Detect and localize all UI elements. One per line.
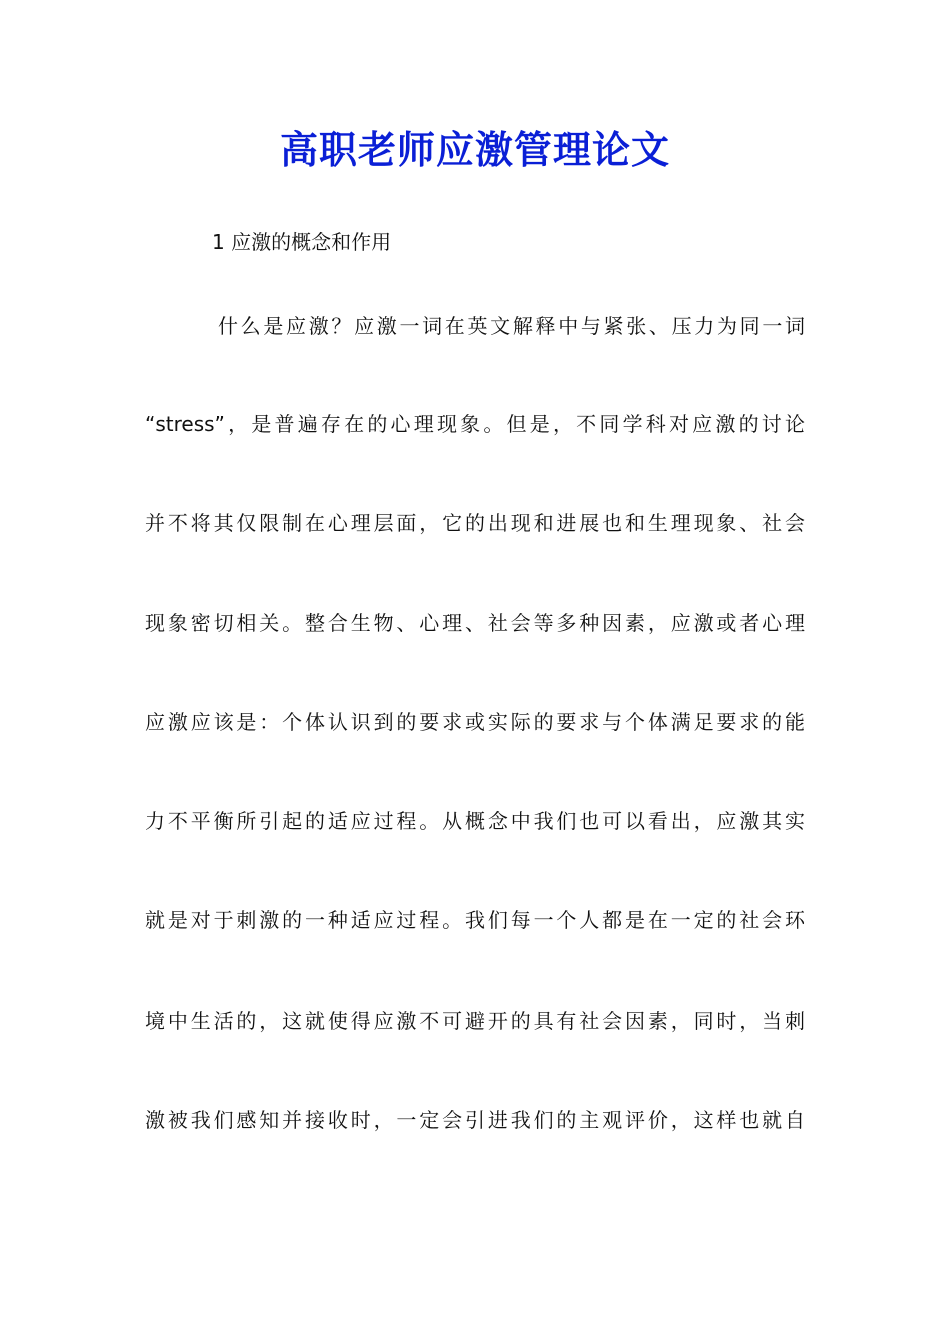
section-heading: 1 应激的概念和作用 xyxy=(212,230,392,254)
paragraph-line: “stress”，是普遍存在的心理现象。但是，不同学科对应激的讨论 xyxy=(145,412,805,436)
paragraph-line: 现象密切相关。整合生物、心理、社会等多种因素，应激或者心理 xyxy=(145,611,805,635)
paragraph-line: 力不平衡所引起的适应过程。从概念中我们也可以看出，应激其实 xyxy=(145,809,805,833)
paragraph-line: 并不将其仅限制在心理层面，它的出现和进展也和生理现象、社会 xyxy=(145,511,805,535)
paragraph-line: 激被我们感知并接收时，一定会引进我们的主观评价，这样也就自 xyxy=(145,1108,805,1132)
paragraph-line: 境中生活的，这就使得应激不可避开的具有社会因素，同时，当刺 xyxy=(145,1009,805,1033)
paragraph-line: 什么是应激？应激一词在英文解释中与紧张、压力为同一词 xyxy=(218,314,805,338)
paragraph-line: 应激应该是：个体认识到的要求或实际的要求与个体满足要求的能 xyxy=(145,710,805,734)
page-title: 高职老师应激管理论文 xyxy=(279,127,670,172)
paragraph-line: 就是对于刺激的一种适应过程。我们每一个人都是在一定的社会环 xyxy=(145,908,805,932)
